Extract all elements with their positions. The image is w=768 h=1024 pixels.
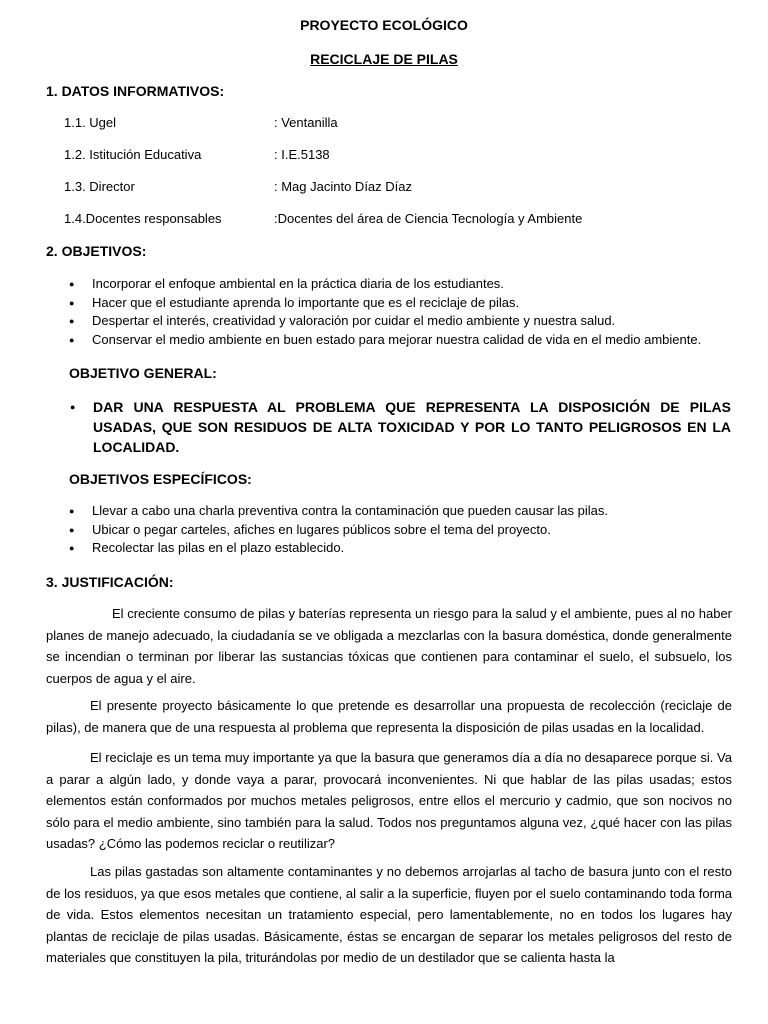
list-item: ● Hacer que el estudiante aprenda lo importante que es el reciclaje de pilas. [68, 294, 748, 313]
paragraph: El creciente consumo de pilas y baterías representa un riesgo para la salud y el ambiente, pues al no haber planes de manejo adecuado, la ciudadanía se ve obligada a mezclarlas con la basura doméstica, donde generalmente se incendian o terminan por liberar las sustancias tóxicas que contienen para contaminar el suelo, el subsuelo, los cuerpos de agua y el aire. [46, 606, 732, 686]
paragraph: El reciclaje es un tema muy importante ya que la basura que generamos día a día no desaparece porque si. Va a parar a algún lado, y donde vaya a parar, provocará inconvenientes. Ni que hablar de las pilas usadas; estos elementos están conformados por muchos metales peligrosos, entre ellos el mercurio y cadmio, que son nocivos no sólo para el medio ambiente, sino también para la salud. Todos nos preguntamos alguna vez, ¿qué hacer con las pilas usadas? ¿Cómo las podemos reciclar o reutilizar? [46, 750, 732, 851]
section-3-heading: 3. JUSTIFICACIÓN: [46, 574, 174, 590]
info-row-ugel [64, 115, 744, 133]
document-title: PROYECTO ECOLÓGICO [300, 17, 468, 33]
info-value: : Mag Jacinto Díaz Díaz [274, 179, 412, 194]
specific-objectives-heading: OBJETIVOS ESPECÍFICOS: [69, 471, 252, 487]
objectives-list [68, 275, 748, 349]
document-subtitle: RECICLAJE DE PILAS [310, 51, 458, 67]
specific-objectives-list [68, 502, 748, 558]
paragraph: El presente proyecto básicamente lo que pretende es desarrollar una propuesta de recolección (reciclaje de pilas), de manera que de una respuesta al problema que representa la disposición de pilas usadas en la localidad. [46, 698, 732, 735]
info-value: :Docentes del área de Ciencia Tecnología y Ambiente [274, 211, 583, 226]
info-row-institution [64, 147, 744, 165]
list-item: ● Recolectar las pilas en el plazo establecido. [68, 539, 748, 558]
info-row-director [64, 179, 744, 197]
general-objective-heading: OBJETIVO GENERAL: [69, 365, 217, 381]
general-objective-text: ● DAR UNA RESPUESTA AL PROBLEMA QUE REPRESENTA LA DISPOSICIÓN DE PILAS USADAS, QUE SON RESIDUOS DE ALTA TOXICIDAD Y POR LO TANTO PELIGROSOS EN LA LOCALIDAD. [69, 397, 731, 457]
list-item: ● Despertar el interés, creatividad y valoración por cuidar el medio ambiente y nuestra salud. [68, 312, 748, 331]
list-item: ● Conservar el medio ambiente en buen estado para mejorar nuestra calidad de vida en el medio ambiente. [68, 331, 748, 350]
section-2-heading: 2. OBJETIVOS: [46, 243, 147, 259]
info-label: 1.4.Docentes responsables [64, 211, 222, 226]
info-row-teachers [64, 211, 744, 229]
list-item: ● Incorporar el enfoque ambiental en la práctica diaria de los estudiantes. [68, 275, 748, 294]
info-label: 1.2. Istitución Educativa [64, 147, 202, 162]
info-value: : Ventanilla [274, 115, 338, 130]
info-label: 1.3. Director [64, 179, 135, 194]
section-1-heading: 1. DATOS INFORMATIVOS: [46, 83, 225, 99]
list-item: ● Llevar a cabo una charla preventiva contra la contaminación que pueden causar las pilas. [68, 502, 748, 521]
info-label: 1.1. Ugel [64, 115, 117, 130]
info-value: : I.E.5138 [274, 147, 330, 162]
paragraph: Las pilas gastadas son altamente contaminantes y no debemos arrojarlas al tacho de basura junto con el resto de los residuos, ya que esos metales que contiene, al salir a la superficie, fluyen por el suelo contaminando toda forma de vida. Estos elementos necesitan un tratamiento especial, pero lamentablemente, no en todos los lugares hay plantas de reciclaje de pilas usadas. Básicamente, éstas se encargan de separar los metales peligrosos del resto de materiales que constituyen la pila, triturándolas por medio de un destilador que se calienta hasta la [46, 864, 732, 965]
list-item: ● Ubicar o pegar carteles, afiches en lugares públicos sobre el tema del proyecto. [68, 521, 748, 540]
